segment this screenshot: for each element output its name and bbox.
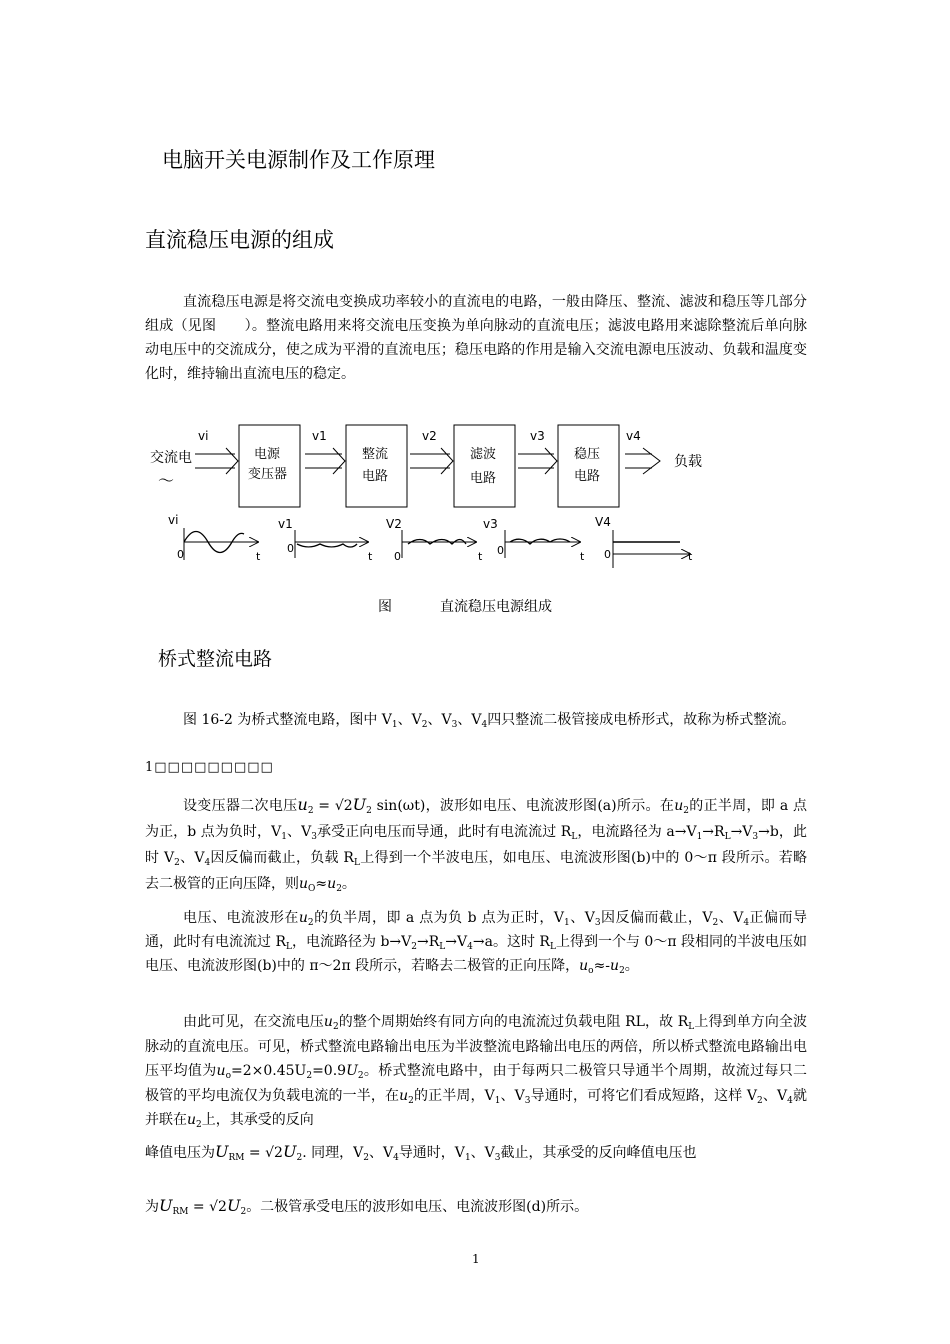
block-rectifier-line1: 整流 — [362, 447, 389, 462]
figure-caption-text: 直流稳压电源组成 — [440, 599, 552, 615]
wave-label-vi: vi — [168, 513, 179, 527]
wave-zero-3: 0 — [394, 550, 401, 563]
paragraph-bridge-intro: 图 16-2 为桥式整流电路，图中 $V_1$、$V_2$、$V_3$、$V_4$四只整流二极管接成电桥形式，故称为桥式整流。 — [183, 712, 796, 730]
wave-label-v2: V2 — [386, 517, 402, 531]
signal-label-v2: v2 — [422, 429, 437, 443]
formula-urm-2: $U_{RM} = √2U_2$ — [159, 1196, 247, 1217]
signal-label-v1: v1 — [312, 429, 327, 443]
block-filter-line2: 电路 — [470, 471, 497, 486]
block-rectifier — [346, 425, 407, 507]
block-diagram — [140, 420, 720, 580]
paragraph-negative-half: 电压、电流波形在$u_2$的负半周，即 a 点为负 b 点为正时，$V_1$、$V_3$因反偏而截止，$V_2$、$V_4$正偏而导通，此时有电流流过 $R_L$，电流路径为 $b\to V_2\to R_L\to V_4\to a$。这时 $R_L$上得到一个与 0～π 段相同的半波电压如电压、电流波形图(b)中的 π～2π 段所示，若略去二极管的正向压降，$u_o\approx-u_2$。 — [145, 910, 807, 976]
block-filter-line1: 滤波 — [470, 447, 497, 462]
wave-t-5: t — [688, 550, 693, 563]
wave-label-v3: v3 — [483, 517, 498, 531]
block-transformer-line1: 电源 — [254, 447, 281, 462]
block-transformer — [239, 425, 300, 507]
block-filter — [454, 425, 515, 507]
wave-zero-5: 0 — [604, 548, 611, 561]
input-label: 交流电 — [150, 450, 192, 466]
output-label: 负载 — [674, 454, 702, 470]
garbled-heading: 1□□□□□□□□□ — [145, 760, 274, 775]
wave-t-3: t — [478, 550, 483, 563]
block-regulator — [558, 425, 619, 507]
page-title: 电脑开关电源制作及工作原理 — [162, 148, 435, 172]
signal-label-vi: vi — [198, 429, 209, 443]
section-heading-composition: 直流稳压电源的组成 — [145, 228, 334, 252]
block-regulator-line2: 电路 — [574, 469, 601, 484]
block-transformer-line2: 变压器 — [248, 467, 288, 482]
intro-paragraph: 直流稳压电源是将交流电变换成功率较小的直流电的电路，一般由降压、整流、滤波和稳压等几部分组成（见图 ）。整流电路用来将交流电压变换为单向脉动的直流电压；滤波电路用来滤除整流后单向脉动电压中的交流成分，使之成为平滑的直流电压；稳压电路的作用是输入交流电源电压波动、负载和温度变化时，维持输出直流电压的稳定。 — [145, 294, 807, 382]
block-regulator-line1: 稳压 — [574, 447, 601, 462]
wave-zero-4: 0 — [497, 544, 504, 557]
formula-u2: $u_2 = √2U_2$ sin(ωt) — [297, 795, 426, 816]
wave-label-v1: v1 — [278, 517, 293, 531]
wave-t-1: t — [256, 550, 261, 563]
paragraph-positive-half: 设变压器二次电压$u_2 = √2U_2$ sin(ωt)，波形如电压、电流波形图(a)所示。在$u_2$的正半周，即 a 点为正，b 点为负时，$V_1$、$V_3$承受正向电压而导通，此时有电流流过 $R_L$，电流路径为 $a\to V_1\to R_L\to V_3\to b$，此时 $V_2$、$V_4$因反偏而截止，负载 $R_L$上得到一个半波电压，如电压、电流波形图(b)中的 0～π 段所示。若略去二极管的正向压降，则$u_O\approx u_2$。 — [145, 795, 808, 894]
signal-label-v3: v3 — [530, 429, 545, 443]
page-number: 1 — [472, 1252, 480, 1266]
paragraph-diode-waveform: 为$U_{RM} = √2U_2$。二极管承受电压的波形如电压、电流波形图(d)所示。 — [145, 1196, 589, 1217]
wave-t-2: t — [368, 550, 373, 563]
wave-zero-1: 0 — [177, 548, 184, 561]
block-rectifier-line2: 电路 — [362, 469, 389, 484]
wave-t-4: t — [580, 550, 585, 563]
wave-label-v4: V4 — [595, 515, 611, 529]
section-heading-bridge: 桥式整流电路 — [158, 648, 273, 670]
formula-urm-1: $U_{RM} = √2U_2$ — [215, 1142, 303, 1163]
signal-label-v4: v4 — [626, 429, 641, 443]
paragraph-peak-voltage: 峰值电压为$U_{RM} = √2U_2$. 同理，$V_2$、$V_4$导通时，$V_1$、$V_3$截止，其承受的反向峰值电压也 — [145, 1142, 697, 1163]
wave-zero-2: 0 — [287, 542, 294, 555]
figure-caption-label: 图 — [378, 599, 392, 615]
input-ac-symbol: ～ — [158, 471, 175, 490]
paragraph-conclusion: 由此可见，在交流电压$u_2$的整个周期始终有同方向的电流流过负载电阻 RL，故 $R_L$上得到单方向全波脉动的直流电压。可见，桥式整流电路输出电压为半波整流电路输出电压的两倍，所以桥式整流电路输出电压平均值为$u_o=2\times 0.45U_2=0.9U_2$。桥式整流电路中，由于每两只二极管只导通半个周期，故流过每只二极管的平均电流仅为负载电流的一半，在$u_2$的正半周，$V_1$、$V_3$导通时，可将它们看成短路，这样 $V_2$、$V_4$就并联在$u_2$上，其承受的反向 — [145, 1014, 808, 1130]
